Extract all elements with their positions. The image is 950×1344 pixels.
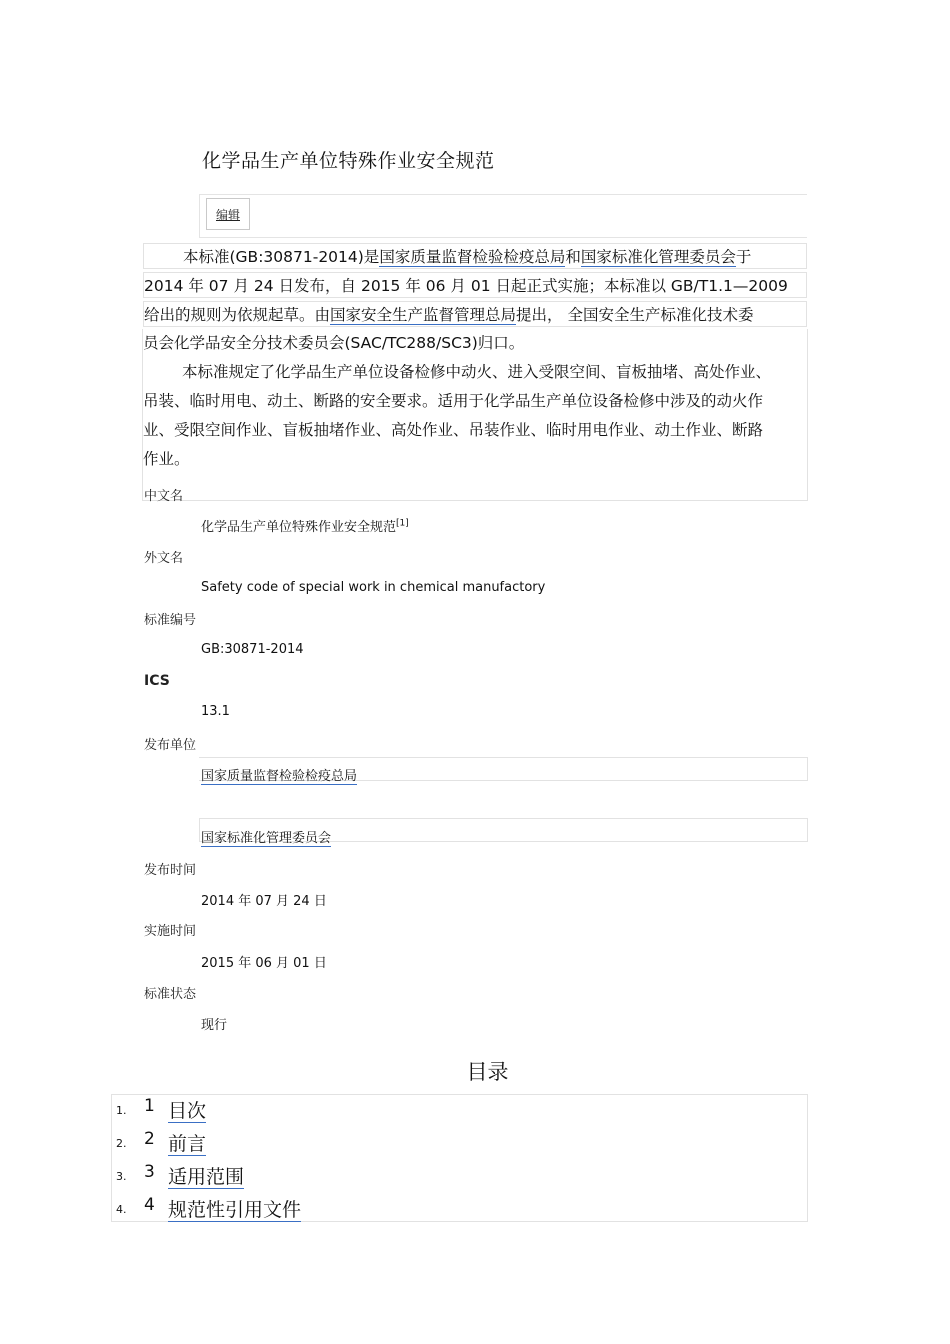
ics-value: 13.1 [201, 704, 230, 719]
intro-line-1 [143, 243, 807, 269]
cn-name-ref[interactable]: [1] [396, 518, 409, 529]
toc-item-index: 4. [116, 1203, 127, 1216]
cn-name-text: 化学品生产单位特殊作业安全规范 [201, 520, 397, 535]
intro-line-2: 2014 年 07 月 24 日发布，自 2015 年 06 月 01 日起正式实施；本标准以 GB/T1.1—2009 [143, 272, 807, 298]
toc-item-number: 2 [144, 1129, 155, 1149]
impl-date-value: 2015 年 06 月 01 日 [201, 956, 327, 971]
intro-line-3 [143, 301, 807, 327]
issue-date-label: 发布时间 [144, 863, 197, 878]
intro-p2-line-3: 业、受限空间作业、盲板抽堵作业、高处作业、吊装作业、临时用电作业、动土作业、断路 [143, 421, 764, 439]
toc-item-number: 4 [144, 1195, 155, 1215]
edit-bar [199, 194, 807, 238]
toc-item-index: 2. [116, 1137, 127, 1150]
intro-p2-line-4: 作业。 [143, 450, 190, 468]
link-safety-admin[interactable]: 国家安全生产监督管理总局 [330, 306, 517, 324]
status-value: 现行 [201, 1018, 228, 1033]
intro-line-3-post: 提出， 全国安全生产标准化技术委 [516, 306, 754, 324]
issuer-1 [201, 765, 357, 784]
toc-item-number: 1 [144, 1096, 155, 1116]
status-label: 标准状态 [144, 987, 197, 1002]
toc-title: 目录 [466, 1060, 509, 1084]
toc-link-foreword[interactable]: 前言 [168, 1133, 207, 1155]
intro-line-1-post: 于 [735, 248, 752, 266]
edit-button[interactable]: 编辑 [206, 198, 250, 230]
toc-item-index: 3. [116, 1170, 127, 1183]
intro-line-3-pre: 给出的规则为依规起草。由 [144, 306, 331, 324]
intro-line-4: 员会化学品安全分技术委员会(SAC/TC288/SC3)归口。 [143, 334, 525, 352]
intro-p2-line-2: 吊装、临时用电、动土、断路的安全要求。适用于化学品生产单位设备检修中涉及的动火作 [143, 392, 764, 410]
issue-date-value: 2014 年 07 月 24 日 [201, 894, 327, 909]
toc-link-normative-refs[interactable]: 规范性引用文件 [168, 1199, 302, 1221]
toc-item-label [168, 1096, 206, 1123]
issuer-2 [201, 827, 331, 846]
std-no-label: 标准编号 [144, 613, 197, 628]
toc-item-label [168, 1162, 244, 1189]
link-sac[interactable]: 国家标准化管理委员会 [580, 248, 736, 266]
intro-line-1-mid: 和 [565, 248, 581, 266]
toc-item-index: 1. [116, 1104, 127, 1117]
cn-name-value [201, 516, 409, 535]
ics-label: ICS [144, 673, 170, 689]
issuer-1-link[interactable]: 国家质量监督检验检疫总局 [201, 769, 358, 784]
std-no-value: GB:30871-2014 [201, 642, 304, 657]
toc-item-label [168, 1129, 206, 1156]
intro-p2-line-1: 本标准规定了化学品生产单位设备检修中动火、进入受限空间、盲板抽堵、高处作业、 [182, 363, 772, 381]
toc-item-label [168, 1195, 301, 1222]
cn-name-label: 中文名 [144, 489, 184, 504]
issuer-2-link[interactable]: 国家标准化管理委员会 [201, 831, 332, 846]
issuer-label: 发布单位 [144, 738, 197, 753]
toc-item-number: 3 [144, 1162, 155, 1182]
link-aqsiq[interactable]: 国家质量监督检验检疫总局 [379, 248, 566, 266]
en-name-label: 外文名 [144, 551, 184, 566]
intro-line-1-pre: 本标准(GB:30871-2014)是 [183, 248, 380, 266]
toc-link-contents[interactable]: 目次 [168, 1100, 207, 1122]
toc-link-scope[interactable]: 适用范围 [168, 1166, 245, 1188]
en-name-value: Safety code of special work in chemical manufactory [201, 580, 546, 595]
page-title: 化学品生产单位特殊作业安全规范 [202, 150, 495, 172]
impl-date-label: 实施时间 [144, 924, 197, 939]
